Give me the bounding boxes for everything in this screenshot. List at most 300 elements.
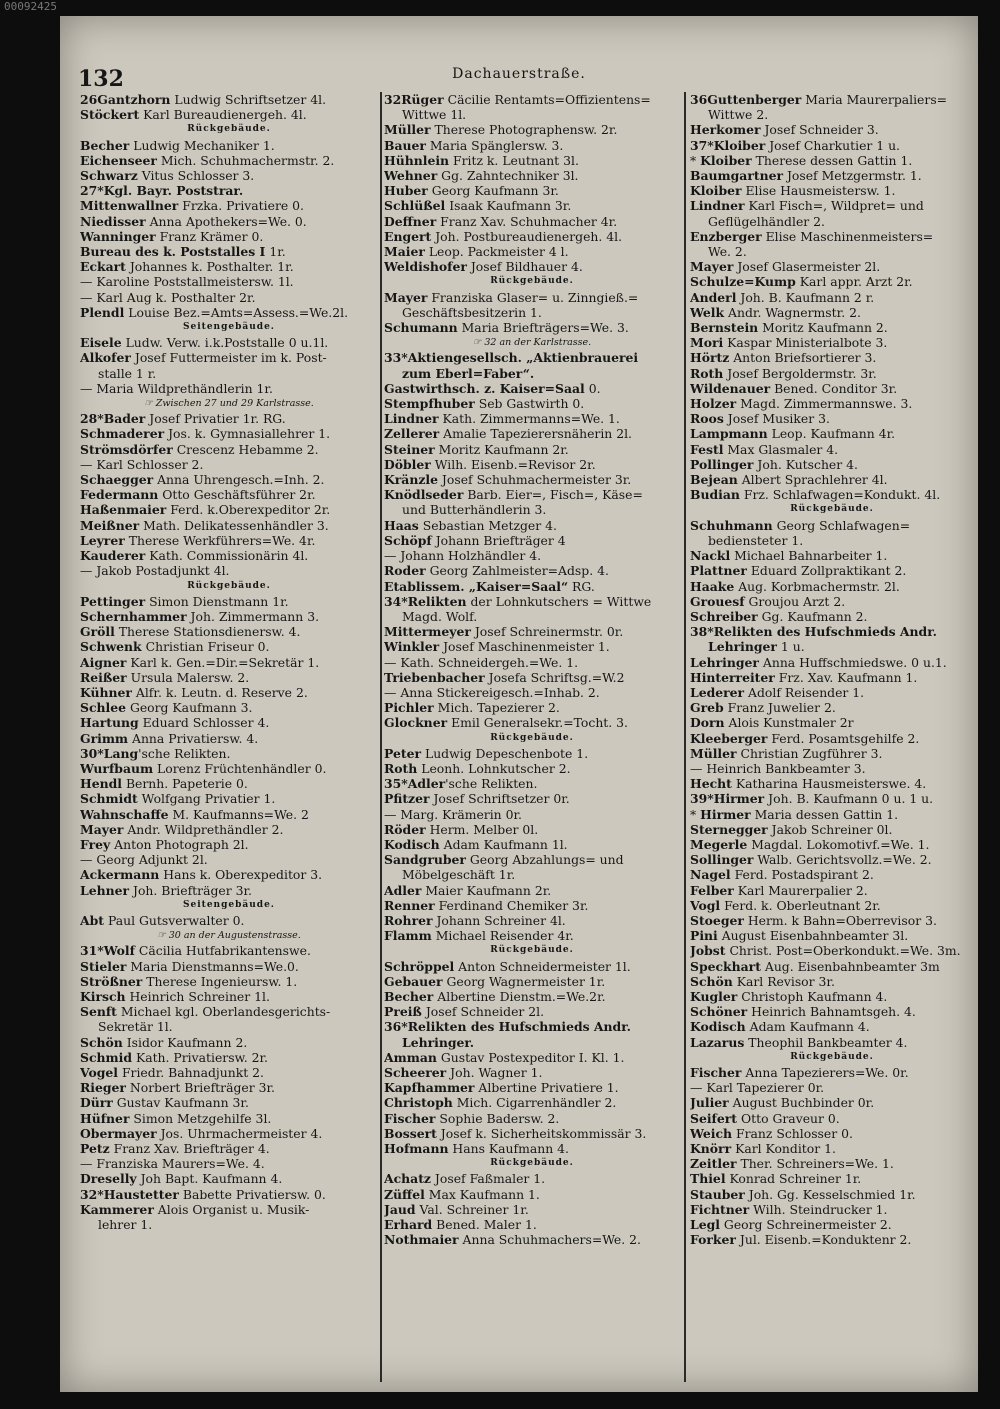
resident-details: 1 u. bbox=[780, 639, 805, 655]
resident-name: Hofmann bbox=[384, 1141, 449, 1157]
resident-details: Ferd. k.Oberexpeditor 2r. bbox=[170, 502, 331, 518]
directory-entry bbox=[80, 563, 378, 578]
resident-name: Lederer bbox=[690, 684, 745, 700]
resident-details: Magd. Zimmermannswe. 3. bbox=[740, 396, 913, 412]
entry-continuation bbox=[384, 107, 680, 122]
resident-name: Eichenseer bbox=[80, 152, 157, 168]
directory-entry bbox=[384, 229, 680, 244]
resident-details: Franz Juwelier 2. bbox=[727, 700, 836, 716]
resident-name: Schön bbox=[690, 973, 733, 989]
resident-details: 'sche Relikten. bbox=[445, 776, 538, 792]
resident-details: Franziska Glaser= u. Zinngieß.= bbox=[431, 289, 639, 305]
resident-name: Niedisser bbox=[80, 213, 146, 229]
resident-name: Nothmaier bbox=[384, 1232, 459, 1248]
resident-name: Grimm bbox=[80, 730, 129, 746]
resident-details: Val. Schreiner 1r. bbox=[419, 1201, 529, 1217]
resident-name: Schlee bbox=[80, 700, 126, 716]
resident-name: Relikten bbox=[407, 593, 467, 609]
resident-details: Josef Musiker 3. bbox=[727, 411, 830, 427]
resident-name: Rohrer bbox=[384, 912, 433, 928]
resident-details: Franz Krämer 0. bbox=[159, 228, 264, 244]
building-section-label: Rückgebäude. bbox=[187, 580, 271, 591]
resident-details: Katharina Hausmeisterswe. 4. bbox=[735, 776, 927, 792]
directory-entry bbox=[80, 761, 378, 776]
directory-entry bbox=[690, 1232, 974, 1247]
directory-entry bbox=[690, 411, 974, 426]
directory-entry bbox=[80, 381, 378, 396]
resident-name: Wurfbaum bbox=[80, 760, 154, 776]
directory-entry bbox=[80, 913, 378, 928]
resident-details: Walb. Gerichtsvollz.=We. 2. bbox=[757, 852, 932, 868]
resident-details: Joh. Kutscher 4. bbox=[757, 456, 858, 472]
entry-continuation bbox=[384, 502, 680, 517]
resident-name: Gantzhorn bbox=[97, 92, 171, 107]
resident-name: Stöckert bbox=[80, 107, 140, 123]
directory-entry bbox=[80, 244, 378, 259]
column-rule bbox=[684, 92, 686, 1382]
resident-details: Karl Tapezierer 0r. bbox=[706, 1080, 825, 1096]
resident-name: Hirmer bbox=[700, 806, 751, 822]
directory-entry bbox=[690, 1095, 974, 1110]
directory-entry bbox=[384, 381, 680, 396]
entry-continuation bbox=[80, 1019, 378, 1034]
resident-details: Georg Adjunkt 2l. bbox=[96, 852, 208, 868]
resident-details: Anna Tapezierers=We. 0r. bbox=[745, 1065, 909, 1080]
ditto-mark: — bbox=[80, 1156, 93, 1172]
directory-entry bbox=[80, 548, 378, 563]
resident-name: Relikten des Hufschmieds Andr. bbox=[407, 1019, 631, 1035]
resident-name: Strößner bbox=[80, 973, 143, 989]
directory-entry bbox=[690, 715, 974, 730]
column-2 bbox=[384, 92, 680, 1384]
directory-entry bbox=[690, 731, 974, 746]
resident-details: Gg. Zahntechniker 3l. bbox=[441, 168, 579, 184]
resident-name: Sollinger bbox=[690, 852, 754, 868]
directory-entry bbox=[690, 609, 974, 624]
resident-name: Kränzle bbox=[384, 472, 438, 488]
directory-entry bbox=[384, 259, 680, 274]
resident-name: Sternegger bbox=[690, 821, 768, 837]
resident-name: Adler bbox=[384, 882, 422, 898]
resident-details: Herm. k Bahn=Oberrevisor 3. bbox=[747, 912, 937, 928]
resident-details: Joh Bapt. Kaufmann 4. bbox=[140, 1171, 283, 1187]
resident-name: Scheerer bbox=[384, 1065, 447, 1080]
resident-name: Grouesf bbox=[690, 593, 745, 609]
resident-name: Deffner bbox=[384, 213, 437, 229]
resident-name: Roth bbox=[384, 760, 418, 776]
resident-details: Josef Privatier 1r. RG. bbox=[149, 411, 286, 427]
directory-entry bbox=[80, 1095, 378, 1110]
resident-details: Groujou Arzt 2. bbox=[748, 593, 846, 609]
resident-name: Christoph bbox=[384, 1095, 453, 1111]
resident-details: Aug. Korbmachermstr. 2l. bbox=[738, 578, 900, 594]
resident-name: Fischer bbox=[690, 1065, 742, 1080]
resident-details: Isaak Kaufmann 3r. bbox=[449, 198, 572, 214]
resident-details: Michael Reisender 4r. bbox=[435, 928, 574, 944]
resident-details: Lorenz Früchtenhändler 0. bbox=[157, 760, 327, 776]
directory-entry bbox=[690, 1156, 974, 1171]
resident-details: Josef Bergoldermstr. 3r. bbox=[727, 365, 877, 381]
directory-entry bbox=[80, 776, 378, 791]
resident-details: Josef Schneider 3. bbox=[764, 122, 879, 138]
entry-continuation bbox=[690, 639, 974, 654]
resident-name: Hörtz bbox=[690, 350, 730, 366]
resident-details: Magd. Wolf. bbox=[402, 608, 478, 624]
resident-name: Preiß bbox=[384, 1004, 422, 1020]
directory-entry bbox=[80, 92, 378, 107]
resident-details: Josef Metzgermstr. 1. bbox=[786, 168, 922, 184]
directory-entry bbox=[690, 746, 974, 761]
resident-details: Herm. Melber 0l. bbox=[429, 821, 539, 837]
directory-entry bbox=[80, 426, 378, 441]
directory-entry bbox=[80, 533, 378, 548]
house-number: 31* bbox=[80, 943, 104, 959]
resident-details: 1r. bbox=[269, 244, 286, 260]
directory-entry bbox=[384, 563, 680, 578]
directory-entry bbox=[384, 1232, 680, 1247]
directory-entry bbox=[80, 472, 378, 487]
resident-details: 0. bbox=[588, 380, 601, 396]
directory-entry bbox=[690, 122, 974, 137]
resident-name: Hüfner bbox=[80, 1110, 130, 1126]
resident-details: Jakob Postadjunkt 4l. bbox=[96, 563, 230, 579]
directory-entry bbox=[80, 168, 378, 183]
resident-details: Josef Glasermeister 2l. bbox=[737, 259, 881, 275]
resident-name: Roder bbox=[384, 563, 426, 579]
directory-entry bbox=[384, 1080, 680, 1095]
resident-name: Glockner bbox=[384, 715, 448, 731]
resident-name: Lehringer bbox=[690, 654, 759, 670]
resident-name: Schöpf bbox=[384, 532, 432, 548]
resident-details: Albertine Privatiere 1. bbox=[478, 1080, 619, 1096]
resident-details: Joh. B. Kaufmann 0 u. 1 u. bbox=[768, 791, 934, 807]
resident-details: Therese dessen Gattin 1. bbox=[755, 152, 913, 168]
directory-entry bbox=[80, 867, 378, 882]
resident-name: Renner bbox=[384, 897, 435, 913]
resident-details: Jul. Eisenb.=Konduktenr 2. bbox=[739, 1232, 912, 1248]
resident-name: Schuhmann bbox=[690, 517, 773, 533]
resident-name: Döbler bbox=[384, 456, 431, 472]
directory-entry bbox=[384, 715, 680, 730]
directory-entry bbox=[384, 1141, 680, 1156]
directory-entry bbox=[80, 518, 378, 533]
directory-entry bbox=[690, 989, 974, 1004]
directory-entry bbox=[384, 1171, 680, 1186]
directory-entry bbox=[384, 670, 680, 685]
resident-name: Schmid bbox=[80, 1049, 132, 1065]
resident-details: Ludwig Depeschenbote 1. bbox=[424, 745, 589, 761]
resident-name: Mittenwallner bbox=[80, 198, 179, 214]
resident-name: Wolf bbox=[103, 943, 135, 959]
resident-name: Schumann bbox=[384, 320, 458, 336]
resident-details: Geschäftsbesitzerin 1. bbox=[402, 304, 542, 320]
resident-name: Alkofer bbox=[80, 350, 131, 366]
resident-details: Kath. Privatiersw. 2r. bbox=[135, 1049, 268, 1065]
resident-details: Adam Kaufmann 1l. bbox=[443, 836, 568, 852]
directory-entry bbox=[80, 1187, 378, 1202]
resident-details: Leop. Packmeister 4 l. bbox=[428, 244, 569, 260]
resident-details: August Eisenbahnbeamter 3l. bbox=[721, 928, 909, 944]
resident-details: Elise Hausmeistersw. 1. bbox=[745, 183, 896, 199]
resident-details: Barb. Eier=, Fisch=, Käse= bbox=[467, 487, 643, 503]
directory-entry bbox=[384, 898, 680, 913]
directory-entry bbox=[690, 1035, 974, 1050]
resident-name: Ackermann bbox=[80, 867, 160, 883]
directory-entry bbox=[690, 974, 974, 989]
directory-entry bbox=[80, 305, 378, 320]
directory-entry bbox=[690, 1141, 974, 1156]
resident-details: Mich. Tapezierer 2. bbox=[437, 700, 560, 716]
resident-name: Haake bbox=[690, 578, 735, 594]
resident-name: Becher bbox=[80, 137, 130, 153]
resident-details: We. 2. bbox=[708, 244, 747, 260]
resident-details: Franz Xav. Briefträger 4. bbox=[113, 1141, 270, 1157]
directory-entry bbox=[80, 259, 378, 274]
resident-details: Otto Geschäftsführer 2r. bbox=[162, 487, 316, 503]
building-section-label: Rückgebäude. bbox=[490, 1158, 574, 1169]
resident-details: M. Kaufmanns=We. 2 bbox=[172, 806, 309, 822]
directory-entry bbox=[384, 959, 680, 974]
resident-name: Bernstein bbox=[690, 320, 759, 336]
directory-entry bbox=[80, 807, 378, 822]
resident-details: Max Kaufmann 1. bbox=[428, 1186, 540, 1202]
resident-details: Cäcilia Hutfabrikantenswe. bbox=[138, 943, 311, 959]
resident-name: Roth bbox=[690, 365, 724, 381]
directory-entry bbox=[384, 1217, 680, 1232]
resident-name: Wahnschaffe bbox=[80, 806, 169, 822]
house-number: 32 bbox=[384, 92, 402, 107]
resident-name: Eckart bbox=[80, 259, 126, 275]
resident-details: Paul Gutsverwalter 0. bbox=[107, 912, 245, 928]
resident-details: Alfr. k. Leutn. d. Reserve 2. bbox=[135, 684, 308, 700]
resident-details: Anna Apothekers=We. 0. bbox=[149, 213, 307, 229]
resident-name: Kloiber bbox=[690, 183, 742, 199]
resident-details: Michael Bahnarbeiter 1. bbox=[734, 548, 888, 564]
resident-name: Wanninger bbox=[80, 228, 156, 244]
resident-name: Seifert bbox=[690, 1110, 738, 1126]
house-number: 34* bbox=[384, 593, 408, 609]
directory-entry bbox=[384, 518, 680, 533]
resident-details: Maier Kaufmann 2r. bbox=[425, 882, 552, 898]
resident-details: Möbelgeschäft 1r. bbox=[402, 867, 516, 883]
resident-details: Math. Delikatessenhändler 3. bbox=[143, 517, 329, 533]
resident-details: Karl appr. Arzt 2r. bbox=[799, 274, 913, 290]
directory-entry bbox=[384, 594, 680, 609]
resident-name: Kühner bbox=[80, 684, 132, 700]
resident-details: Hans Kaufmann 4. bbox=[452, 1141, 569, 1157]
resident-details: Leonh. Lohnkutscher 2. bbox=[421, 760, 571, 776]
resident-name: Bader bbox=[103, 411, 146, 427]
directory-entry bbox=[384, 928, 680, 943]
ditto-mark: — bbox=[384, 684, 397, 700]
resident-details: Ludwig Mechaniker 1. bbox=[133, 137, 275, 153]
running-head: Dachauerstraße. bbox=[452, 66, 586, 82]
resident-name: Lehner bbox=[80, 882, 130, 898]
directory-entry bbox=[80, 1080, 378, 1095]
resident-name: Adler bbox=[407, 776, 446, 792]
directory-entry bbox=[80, 138, 378, 153]
directory-entry bbox=[80, 1004, 378, 1019]
resident-details: der Lohnkutschers = Wittwe bbox=[470, 593, 652, 609]
resident-name: Hecht bbox=[690, 776, 732, 792]
directory-entry bbox=[80, 487, 378, 502]
house-number: 27* bbox=[80, 183, 104, 199]
resident-name: Stauber bbox=[690, 1186, 745, 1202]
resident-details: Karl Bureaudienergeh. 4l. bbox=[143, 107, 307, 123]
directory-entry bbox=[80, 1202, 378, 1217]
directory-entry bbox=[690, 898, 974, 913]
resident-details: Anna Uhrengesch.=Inh. 2. bbox=[157, 472, 325, 488]
building-section-label: Rückgebäude. bbox=[490, 276, 574, 287]
directory-entry bbox=[80, 655, 378, 670]
resident-details: Maria Briefträgers=We. 3. bbox=[461, 320, 629, 336]
resident-name: Maier bbox=[384, 244, 425, 260]
directory-entry bbox=[384, 746, 680, 761]
resident-name: Kugler bbox=[690, 988, 738, 1004]
resident-name: Nagel bbox=[690, 867, 731, 883]
resident-details: Moritz Kaufmann 2r. bbox=[438, 441, 569, 457]
directory-entry bbox=[80, 639, 378, 654]
resident-details: Seb Gastwirth 0. bbox=[478, 396, 585, 412]
resident-details: Josef Bildhauer 4. bbox=[470, 259, 583, 275]
directory-entry bbox=[80, 198, 378, 213]
directory-entry bbox=[384, 1111, 680, 1126]
directory-entry bbox=[80, 837, 378, 852]
resident-name: Greb bbox=[690, 700, 724, 716]
directory-entry bbox=[384, 883, 680, 898]
house-number: 26 bbox=[80, 92, 98, 107]
resident-details: Cäcilie Rentamts=Offizientens= bbox=[447, 92, 651, 107]
directory-entry bbox=[690, 426, 974, 441]
directory-entry bbox=[690, 594, 974, 609]
resident-name: Lindner bbox=[384, 411, 439, 427]
directory-entry bbox=[690, 1217, 974, 1232]
directory-entry bbox=[384, 1187, 680, 1202]
resident-details: Simon Dienstmann 1r. bbox=[149, 593, 289, 609]
directory-entry bbox=[384, 791, 680, 806]
directory-entry bbox=[80, 442, 378, 457]
resident-name: Müller bbox=[690, 745, 737, 761]
resident-name: Festl bbox=[690, 441, 724, 457]
resident-details: Norbert Briefträger 3r. bbox=[129, 1080, 275, 1096]
directory-entry bbox=[690, 959, 974, 974]
resident-details: Karl Maurerpalier 2. bbox=[737, 882, 868, 898]
directory-entry bbox=[80, 746, 378, 761]
entry-continuation bbox=[690, 533, 974, 548]
resident-details: Eduard Schlosser 4. bbox=[142, 715, 270, 731]
resident-name: Kloiber bbox=[700, 152, 752, 168]
directory-entry bbox=[384, 122, 680, 137]
resident-details: Konrad Schreiner 1r. bbox=[729, 1171, 862, 1187]
directory-entry bbox=[384, 214, 680, 229]
resident-name: Schmaderer bbox=[80, 426, 165, 442]
directory-entry bbox=[690, 837, 974, 852]
resident-details: Heinrich Bahnamtsgeh. 4. bbox=[751, 1004, 916, 1020]
resident-name: Kapfhammer bbox=[384, 1080, 475, 1096]
directory-entry bbox=[384, 1202, 680, 1217]
directory-entry bbox=[80, 107, 378, 122]
resident-name: Gastwirthsch. z. Kaiser=Saal bbox=[384, 380, 585, 396]
entry-continuation bbox=[690, 244, 974, 259]
resident-name: Kodisch bbox=[384, 836, 440, 852]
resident-name: Schön bbox=[80, 1034, 123, 1050]
resident-details: Georg Schlafwagen= bbox=[776, 517, 911, 533]
resident-name: Schulze=Kump bbox=[690, 274, 796, 290]
resident-details: Crescenz Hebamme 2. bbox=[176, 441, 319, 457]
resident-details: Kath. Schneidergeh.=We. 1. bbox=[400, 654, 579, 670]
directory-entry bbox=[690, 928, 974, 943]
resident-name: Etablissem. „Kaiser=Saal“ bbox=[384, 578, 569, 594]
resident-details: 'sche Relikten. bbox=[138, 745, 231, 761]
directory-entry bbox=[690, 655, 974, 670]
resident-details: Max Glasmaler 4. bbox=[727, 441, 839, 457]
directory-entry bbox=[690, 366, 974, 381]
resident-name: Eisele bbox=[80, 335, 122, 351]
directory-entry bbox=[690, 822, 974, 837]
entry-continuation bbox=[384, 1035, 680, 1050]
resident-details: Jos. k. Gymnasiallehrer 1. bbox=[168, 426, 331, 442]
directory-entry bbox=[690, 867, 974, 882]
resident-details: Wolfgang Privatier 1. bbox=[141, 791, 276, 807]
resident-name: Vogel bbox=[80, 1065, 118, 1080]
directory-entry bbox=[384, 655, 680, 670]
directory-entry bbox=[384, 198, 680, 213]
directory-entry bbox=[384, 487, 680, 502]
resident-details: Ludwig Schriftsetzer 4l. bbox=[174, 92, 327, 107]
resident-name: Nackl bbox=[690, 548, 731, 564]
resident-details: Anton Briefsortierer 3. bbox=[733, 350, 877, 366]
resident-details: Maria Maurerpaliers= bbox=[805, 92, 948, 107]
directory-entry bbox=[690, 1187, 974, 1202]
resident-details: Leop. Kaufmann 4r. bbox=[771, 426, 896, 442]
resident-details: Sekretär 1l. bbox=[98, 1019, 173, 1035]
resident-details: Ferd. Postadspirant 2. bbox=[734, 867, 874, 883]
resident-name: Winkler bbox=[384, 639, 440, 655]
resident-details: Gustav Kaufmann 3r. bbox=[116, 1095, 249, 1111]
house-number: 32* bbox=[80, 1186, 104, 1202]
resident-name: Lehringer bbox=[708, 639, 777, 655]
resident-details: Michael kgl. Oberlandesgerichts- bbox=[120, 1004, 331, 1020]
directory-entry bbox=[80, 700, 378, 715]
directory-entry bbox=[384, 639, 680, 654]
directory-entry bbox=[80, 411, 378, 426]
directory-entry bbox=[690, 350, 974, 365]
resident-details: Christian Friseur 0. bbox=[145, 639, 270, 655]
resident-details: Bened. Maler 1. bbox=[436, 1217, 537, 1233]
directory-entry bbox=[80, 974, 378, 989]
resident-name: Haßenmaier bbox=[80, 502, 167, 518]
resident-details: Isidor Kaufmann 2. bbox=[126, 1034, 248, 1050]
directory-entry bbox=[384, 548, 680, 563]
resident-details: Franz Schlosser 0. bbox=[736, 1125, 853, 1141]
directory-entry bbox=[384, 624, 680, 639]
resident-details: Johann Briefträger 4 bbox=[435, 532, 566, 548]
resident-details: Josef Maschinenmeister 1. bbox=[443, 639, 610, 655]
resident-name: Bossert bbox=[384, 1125, 437, 1141]
directory-entry bbox=[80, 959, 378, 974]
resident-name: Röder bbox=[384, 821, 426, 837]
resident-name: Kauderer bbox=[80, 548, 146, 564]
resident-name: Hühnlein bbox=[384, 152, 450, 168]
resident-details: Louise Bez.=Amts=Assess.=We.2l. bbox=[128, 304, 349, 320]
resident-details: Georg Kaufmann 3r. bbox=[431, 183, 559, 199]
resident-name: Schmidt bbox=[80, 791, 138, 807]
resident-details: Hans k. Oberexpeditor 3. bbox=[163, 867, 323, 883]
resident-details: Therese Werkführers=We. 4r. bbox=[128, 532, 316, 548]
directory-entry bbox=[384, 579, 680, 594]
resident-details: Anna Privatiersw. 4. bbox=[132, 730, 259, 746]
resident-name: Wildenauer bbox=[690, 380, 771, 396]
